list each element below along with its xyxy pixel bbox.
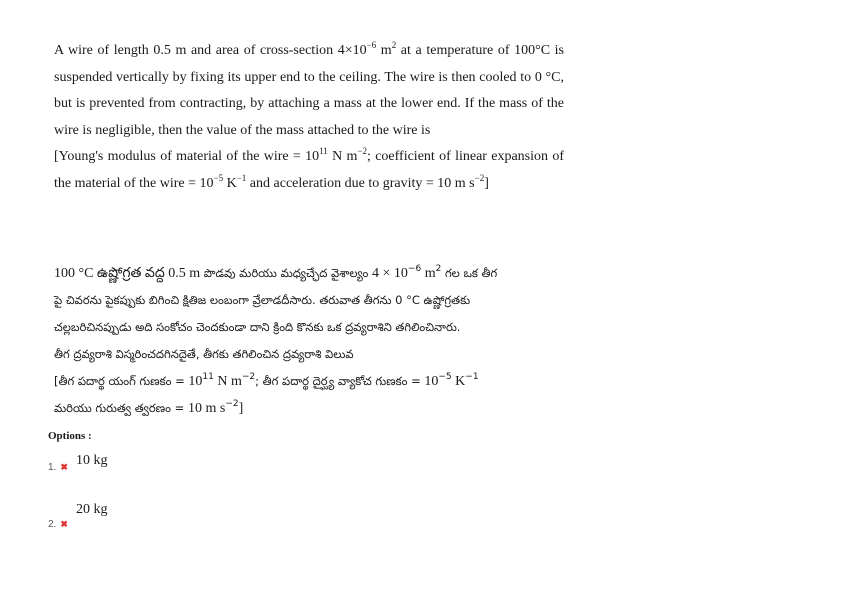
telugu-line-4: తీగ ద్రవ్యరాశి విస్మరించదగినదైతే, తీగకు తగిలించిన ద్రవ్యరాశి విలువ: [54, 347, 354, 361]
option-1-text[interactable]: 10 kg: [76, 453, 108, 468]
telugu-line-5: [తీగ పదార్థ యంగ్ గుణకం = $10^{11}$ N $m^{-2}$; తీగ పదార్థ దైర్ఘ్య వ్యాకోచ గుణకం = $10^{-5}$ $K^{-1}$: [54, 372, 479, 389]
option-2-number: 2. ✖: [48, 519, 68, 530]
question-telugu: [54, 260, 574, 422]
option-1-number: 1. ✖: [48, 462, 68, 473]
question-english: [54, 38, 564, 197]
wrong-mark-icon: ✖: [60, 462, 68, 472]
telugu-line-6: మరియు గురుత్వ త్వరణం = 10 m $s^{-2}$]: [54, 399, 244, 416]
options-label: Options :: [48, 430, 92, 442]
wrong-mark-icon: ✖: [60, 519, 68, 529]
given-constants: [Young's modulus of material of the wire = $10^{11}$ N $m^{-2}$; coefficient of linear expansion of the material of the wire = $10^{-5}$ $K^{-1}$ and acceleration due to gravity = 10 m $s^{-2}$]: [54, 146, 564, 191]
question-text: A wire of length 0.5 m and area of cross-section $4\times 10^{-6}$ $m^2$ at a temperature of 100°C is suspended vertically by fixing its upper end to the ceiling. The wire is then cooled to 0 °C, but is prevented from contracting, by attaching a mass at the lower end. If the mass of the wire is negligible, then the value of the mass attached to the wire is: [54, 40, 564, 138]
telugu-line-3: చల్లబరిచినప్పుడు అది సంకోచం చెందకుండా దాని క్రింది కొనకు ఒక ద్రవ్యరాశిని తగిలించినారు.: [54, 320, 461, 334]
option-2-text[interactable]: 20 kg: [76, 502, 108, 517]
telugu-line-2: పై చివరను పైకప్పుకు బిగించి క్షితిజ లంబంగా వ్రేలాడదీసారు. తరువాత తీగను 0 °C ఉష్ణోగ్రతకు: [54, 293, 471, 307]
telugu-line-1: 100 °C ఉష్ణోగ్రత వద్ద 0.5 m పొడవు మరియు మధ్యచ్ఛేద వైశాల్యం $4 \times 10^{-6}$ $m^2$ గల ఒక తీగ: [54, 264, 498, 281]
